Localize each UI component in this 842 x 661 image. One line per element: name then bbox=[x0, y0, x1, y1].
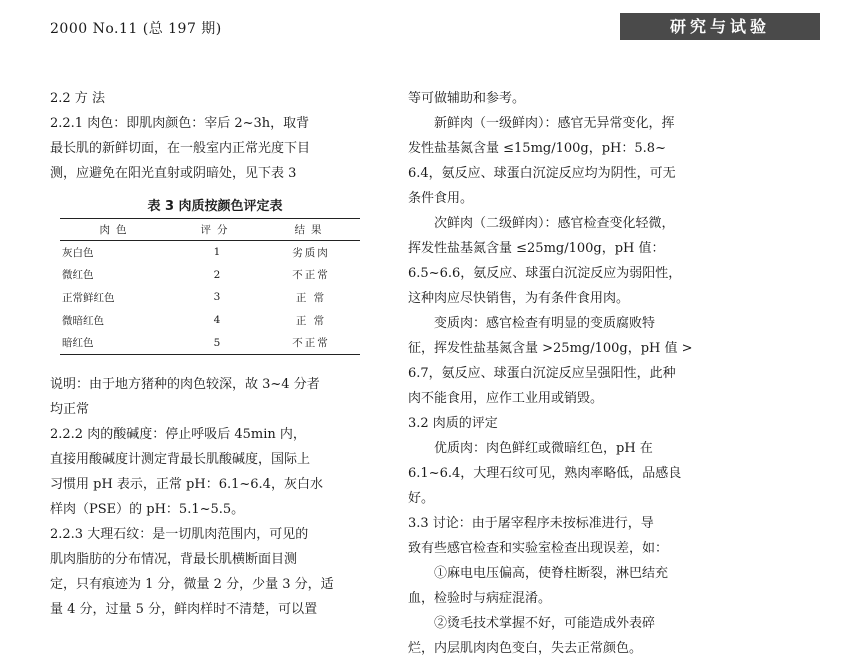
issue-header: 2000 No.11 (总 197 期) bbox=[50, 21, 222, 37]
paragraph-line: 等可做辅助和参考。 bbox=[408, 91, 526, 106]
paragraph-line: 变质肉：感官检查有明显的变质腐败特 bbox=[434, 316, 656, 331]
cell-color: 微红色 bbox=[62, 269, 94, 282]
meat-color-table bbox=[50, 195, 380, 355]
paragraph-line: 肌肉脂肪的分布情况，背最长肌横断面目测 bbox=[50, 552, 298, 567]
paragraph-line: 致有些感官检查和实验室检查出现误差，如： bbox=[408, 541, 669, 556]
paragraph-line: 6.5~6.6，氨反应、球蛋白沉淀反应为弱阳性， bbox=[408, 266, 682, 281]
paragraph-line: 直接用酸碱度计测定背最长肌酸碱度，国际上 bbox=[50, 452, 311, 467]
table-row bbox=[60, 264, 360, 287]
table-header-color: 肉色 bbox=[60, 219, 172, 241]
paragraph-line: 新鲜肉（一级鲜肉）：感官无异常变化，挥 bbox=[434, 116, 675, 131]
cell-color: 暗红色 bbox=[60, 331, 172, 354]
paragraph-line: 最长肌的新鲜切面，在一般室内正常光度下目 bbox=[50, 141, 311, 156]
left-column-bottom bbox=[50, 372, 380, 622]
color-grade-table bbox=[60, 218, 360, 355]
paragraph-line: 血，检验时与病症混淆。 bbox=[408, 591, 552, 606]
paragraph-line: 定，只有痕迹为 1 分，微量 2 分，少量 3 分，适 bbox=[50, 577, 334, 592]
left-column-top bbox=[50, 86, 380, 186]
cell-color: 微暗红色 bbox=[62, 314, 104, 327]
cell-score: 1 bbox=[213, 246, 221, 259]
paragraph-line: 优质肉：肉色鲜红或微暗红色，pH 在 bbox=[434, 441, 653, 456]
paragraph-line: 测，应避免在阳光直射或阴暗处，见下表 3 bbox=[50, 166, 297, 181]
paragraph-line: 条件食用。 bbox=[408, 191, 474, 206]
paragraph-line: 好。 bbox=[408, 491, 435, 506]
paragraph-line: 均正常 bbox=[50, 402, 90, 417]
paragraph-line: 次鲜肉（二级鲜肉）：感官检查变化轻微， bbox=[434, 216, 675, 231]
paragraph-line: 说明：由于地方猪种的肉色较深，故 3~4 分者 bbox=[50, 377, 320, 392]
paragraph-line: 2.2.3 大理石纹：是一切肌肉范围内，可见的 bbox=[50, 527, 309, 542]
paragraph-line: 样肉（PSE）的 pH：5.1~5.5。 bbox=[50, 502, 245, 517]
paragraph-line: ①麻电电压偏高，使脊柱断裂，淋巴结充 bbox=[434, 566, 669, 581]
cell-result: 正 常 bbox=[295, 291, 327, 304]
paragraph-line: 2.2.1 肉色：即肌肉颜色：宰后 2~3h，取背 bbox=[50, 116, 310, 131]
table-row bbox=[60, 331, 360, 354]
cell-color: 灰白色 bbox=[62, 246, 94, 259]
table-header-score: 评分 bbox=[172, 219, 262, 241]
section-banner: 研究与试验 bbox=[620, 13, 820, 40]
paragraph-line: 烂，内层肌肉肉色变白，失去正常颜色。 bbox=[408, 641, 643, 656]
right-column bbox=[408, 86, 748, 661]
cell-score: 5 bbox=[172, 331, 262, 354]
table-row bbox=[60, 309, 360, 332]
cell-score: 2 bbox=[213, 268, 221, 281]
paragraph-line: 这种肉应尽快销售，为有条件食用肉。 bbox=[408, 291, 630, 306]
paragraph-line: 6.7，氨反应、球蛋白沉淀反应呈强阳性，此种 bbox=[408, 366, 676, 381]
table-title: 表 3 肉质按颜色评定表 bbox=[147, 199, 283, 214]
cell-result: 正 常 bbox=[295, 314, 327, 327]
cell-color: 正常鲜红色 bbox=[62, 291, 115, 304]
paragraph-line: 征，挥发性盐基氮含量 >25mg/100g，pH 值 > bbox=[408, 341, 693, 356]
cell-result: 劣质肉 bbox=[292, 246, 330, 259]
paragraph-line: 挥发性盐基氮含量 ≤25mg/100g，pH 值： bbox=[408, 241, 665, 256]
paragraph-line: 量 4 分，过量 5 分，鲜肉样时不清楚，可以置 bbox=[50, 602, 318, 617]
table-row bbox=[60, 241, 360, 264]
cell-score: 4 bbox=[213, 314, 221, 327]
paragraph-line: 习惯用 pH 表示，正常 pH：6.1~6.4，灰白水 bbox=[50, 477, 323, 492]
table-header-result: 结果 bbox=[262, 219, 360, 241]
paragraph-line: 6.4，氨反应、球蛋白沉淀反应均为阴性，可无 bbox=[408, 166, 676, 181]
paragraph-line: 3.3 讨论：由于屠宰程序未按标准进行，导 bbox=[408, 516, 654, 531]
paragraph-line: 发性盐基氮含量 ≤15mg/100g，pH：5.8~ bbox=[408, 141, 666, 156]
cell-score: 3 bbox=[213, 291, 221, 304]
table-row bbox=[60, 286, 360, 309]
paragraph-line: 6.1~6.4，大理石纹可见，熟肉率略低，品感良 bbox=[408, 466, 682, 481]
paragraph-line: 3.2 肉质的评定 bbox=[408, 416, 498, 431]
paragraph-line: ②烫毛技术掌握不好，可能造成外表碎 bbox=[434, 616, 656, 631]
paragraph-line: 2.2.2 肉的酸碱度：停止呼吸后 45min 内， bbox=[50, 427, 306, 442]
paragraph-line: 肉不能食用，应作工业用或销毁。 bbox=[408, 391, 604, 406]
cell-result: 不正常 bbox=[262, 331, 360, 354]
cell-result: 不正常 bbox=[292, 269, 330, 282]
section-heading: 2.2 方 法 bbox=[50, 91, 105, 106]
